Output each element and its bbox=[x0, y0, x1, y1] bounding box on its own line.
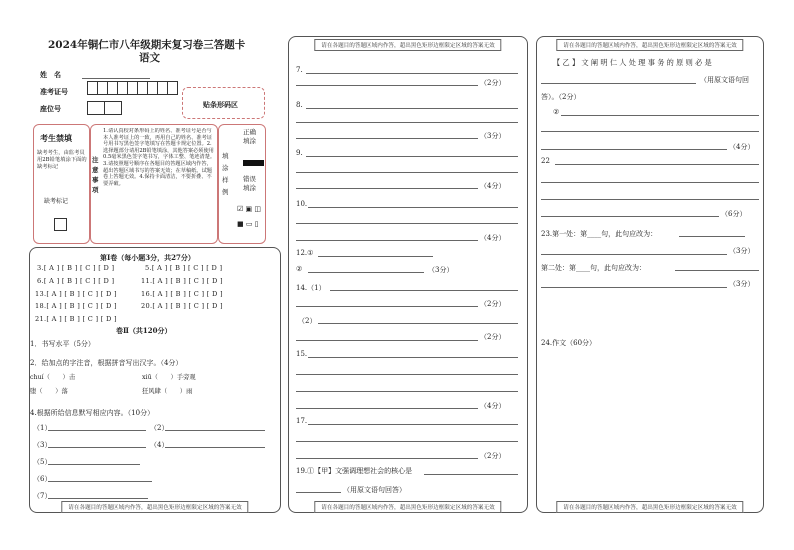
mc-row-1b[interactable]: 5.[ A ] [ B ] [ C ] [ D ] bbox=[145, 264, 223, 272]
q14-line-a1[interactable] bbox=[330, 290, 518, 291]
right-p3-line-1[interactable] bbox=[561, 115, 759, 116]
q7-label: 7. bbox=[296, 66, 303, 74]
section1-title: 第Ⅰ卷（每小题3分，共27分） bbox=[100, 253, 195, 262]
answer-area-right bbox=[536, 36, 764, 513]
q9-line-2[interactable] bbox=[296, 172, 518, 173]
q4-item-3: （3） bbox=[33, 441, 52, 449]
q10-line-3[interactable] bbox=[296, 240, 478, 241]
q15-line-1[interactable] bbox=[308, 357, 518, 358]
mc-row-5a[interactable]: 21.[ A ] [ B ] [ C ] [ D ] bbox=[35, 315, 117, 323]
q17-line-1[interactable] bbox=[308, 424, 518, 425]
q22-line-3[interactable] bbox=[541, 199, 759, 200]
q23b-line-2[interactable] bbox=[541, 287, 727, 288]
candidate-label: 考生禁填 bbox=[40, 133, 72, 143]
mc-row-3b[interactable]: 16.[ A ] [ B ] [ C ] [ D ] bbox=[141, 290, 223, 298]
wrong-fill-samples: ☑ ▣ ◫ bbox=[237, 205, 261, 213]
q9-line-3[interactable] bbox=[296, 188, 478, 189]
q14-line-b1[interactable] bbox=[318, 323, 518, 324]
mc-row-4b[interactable]: 20.[ A ] [ B ] [ C ] [ D ] bbox=[141, 302, 223, 310]
q8-line-2[interactable] bbox=[296, 122, 518, 123]
q4-line-7[interactable] bbox=[48, 498, 148, 499]
wrong-fill-samples-2: ■ ▭ ▯ bbox=[237, 220, 259, 228]
q10-line-2[interactable] bbox=[296, 223, 518, 224]
q4-label: 4.根据所给信息默写相应内容。（10分） bbox=[30, 409, 155, 417]
q10-line-1[interactable] bbox=[308, 207, 518, 208]
q23a-line-2[interactable] bbox=[541, 254, 727, 255]
q15-line-3[interactable] bbox=[296, 391, 518, 392]
page-title: 2024年铜仁市八年级期末复习卷三答题卡 bbox=[48, 39, 246, 51]
q15-label: 15. bbox=[296, 350, 308, 358]
q14b-score: （2分） bbox=[480, 333, 506, 341]
wrong-label: 错误填涂 bbox=[243, 175, 256, 192]
name-label: 姓 名 bbox=[40, 70, 61, 79]
right-p3-line-2[interactable] bbox=[541, 131, 759, 132]
q10-label: 10. bbox=[296, 200, 308, 208]
correct-fill-sample bbox=[243, 160, 264, 166]
fill-example-label: 填涂样例 bbox=[222, 152, 229, 196]
q22-line-1[interactable] bbox=[555, 164, 759, 165]
q22-label: 22 bbox=[541, 157, 550, 165]
q17-score: （2分） bbox=[480, 452, 506, 460]
seat-label: 座位号 bbox=[40, 104, 61, 113]
q14-label-a: 14.（1） bbox=[296, 284, 326, 292]
q2-label: 2．给加点的字注音，根据拼音写出汉字。（4分） bbox=[30, 359, 183, 367]
q9-line-1[interactable] bbox=[306, 156, 518, 157]
q2-item-3[interactable]: 堕（ ）落 bbox=[30, 388, 68, 395]
q4-item-7: （7） bbox=[33, 492, 52, 500]
q15-score: （4分） bbox=[480, 402, 506, 410]
q4-item-6: （6） bbox=[33, 475, 52, 483]
notice-top-right: 请在各题目的答题区域内作答，超出黑色矩形边框限定区域的答案无效 bbox=[556, 39, 743, 51]
q12-label-a: 12.① bbox=[296, 249, 314, 257]
q14a-score: （2分） bbox=[480, 300, 506, 308]
right-p1: 【 乙 】 文 阐 明 仁 人 处 理 事 务 的 原 则 必 是 bbox=[553, 58, 712, 67]
q2-item-4[interactable]: 狂风肆（ ）雨 bbox=[142, 388, 193, 395]
candidate-text: 缺考考生，由监考员用2B铅笔填涂下面的缺考标记 bbox=[37, 150, 87, 171]
q4-line-1[interactable] bbox=[48, 430, 146, 431]
right-p3-line-3[interactable] bbox=[541, 149, 727, 150]
q23b-label: 第二处：第____句，此句应改为： bbox=[541, 264, 646, 272]
q23a-label: 23.第一处：第____句，此句应改为： bbox=[541, 230, 658, 238]
q7-line-1[interactable] bbox=[306, 73, 518, 74]
section2-title: 卷Ⅱ（共120分） bbox=[116, 326, 172, 335]
q1-label: 1．书写水平（5分） bbox=[30, 340, 95, 348]
q22-line-2[interactable] bbox=[541, 182, 759, 183]
q2-item-1[interactable]: chuí（ ）击 bbox=[30, 374, 76, 381]
q24-label: 24.作文（60分） bbox=[541, 339, 597, 347]
exam-no-label: 准考证号 bbox=[40, 87, 68, 96]
q10-score: （4分） bbox=[480, 234, 506, 242]
q7-score: （2分） bbox=[480, 79, 506, 87]
q4-line-4[interactable] bbox=[165, 447, 265, 448]
q8-label: 8. bbox=[296, 101, 303, 109]
right-p3: ② bbox=[553, 108, 560, 116]
q19-line-1[interactable] bbox=[424, 474, 518, 475]
notice-bottom-middle: 请在各题目的答题区域内作答，超出黑色矩形边框限定区域的答案无效 bbox=[314, 501, 501, 513]
q23a-line[interactable] bbox=[679, 236, 745, 237]
q7-line-2[interactable] bbox=[296, 85, 478, 86]
q4-line-3[interactable] bbox=[48, 447, 146, 448]
q9-score: （4分） bbox=[480, 182, 506, 190]
seat-boxes[interactable] bbox=[87, 101, 122, 115]
barcode-label: 贴条形码区 bbox=[203, 100, 238, 109]
q23a-score: （3分） bbox=[729, 247, 755, 255]
q22-line-4[interactable] bbox=[541, 216, 719, 217]
mc-row-3a[interactable]: 13.[ A ] [ B ] [ C ] [ D ] bbox=[35, 290, 117, 298]
q12-label-b: ② bbox=[296, 265, 303, 273]
right-p2: 答）。（2分） bbox=[541, 93, 581, 101]
q9-label: 9. bbox=[296, 149, 303, 157]
mc-row-4a[interactable]: 18.[ A ] [ B ] [ C ] [ D ] bbox=[35, 302, 117, 310]
right-p1-line[interactable] bbox=[541, 83, 696, 84]
q8-score: （3分） bbox=[480, 132, 506, 140]
q15-line-4[interactable] bbox=[296, 408, 478, 409]
q8-line-3[interactable] bbox=[296, 138, 478, 139]
notice-bottom-right: 请在各题目的答题区域内作答，超出黑色矩形边框限定区域的答案无效 bbox=[556, 501, 743, 513]
q17-label: 17. bbox=[296, 417, 308, 425]
notes-label: 注意事项 bbox=[92, 156, 99, 194]
mc-row-2a[interactable]: 6.[ A ] [ B ] [ C ] [ D ] bbox=[37, 277, 115, 285]
q4-item-2: （2） bbox=[150, 424, 169, 432]
q4-line-6[interactable] bbox=[48, 481, 152, 482]
q15-line-2[interactable] bbox=[296, 374, 518, 375]
q4-item-4: （4） bbox=[150, 441, 169, 449]
absent-mark-box[interactable] bbox=[54, 218, 67, 231]
mc-row-1a[interactable]: 3.[ A ] [ B ] [ C ] [ D ] bbox=[37, 264, 115, 272]
subject-title: 语文 bbox=[139, 52, 160, 64]
right-p1-tail: （用原文语句回 bbox=[700, 76, 749, 84]
q4-line-2[interactable] bbox=[165, 430, 265, 431]
q22-score: （6分） bbox=[721, 210, 747, 218]
absent-label: 缺考标记 bbox=[44, 198, 69, 205]
q4-item-5: （5） bbox=[33, 458, 52, 466]
mc-row-2b[interactable]: 11.[ A ] [ B ] [ C ] [ D ] bbox=[141, 277, 223, 285]
q23b-line[interactable] bbox=[675, 270, 759, 271]
q14-label-b: （2） bbox=[298, 317, 317, 325]
name-field[interactable] bbox=[82, 78, 150, 79]
notes-text: 1.请认真校对条形码上的姓名、准考证号是否与本人准考证上的一致，再用自己的姓名、准考证号用书写黑色签字笔填写在答题卡规定位置。2.选择题部分请用2B铅笔填涂，其他答案必须使用0.5毫米黑色签字笔书写，字体工整、笔迹清楚。3.请按照题号顺序在各题目的答题区域内作答，超出答题区域书写的答案无效；在草稿纸、试题卷上答题无效。4.保持卡面清洁，不要折叠、不要弄破。 bbox=[103, 128, 215, 187]
q23b-score: （3分） bbox=[729, 280, 755, 288]
q8-line-1[interactable] bbox=[306, 108, 518, 109]
q4-line-5[interactable] bbox=[48, 464, 140, 465]
correct-label: 正确填涂 bbox=[243, 128, 256, 145]
q17-line-2[interactable] bbox=[296, 441, 518, 442]
notice-bottom-left: 请在各题目的答题区域内作答，超出黑色矩形边框限定区域的答案无效 bbox=[61, 501, 248, 513]
q12-line-a[interactable] bbox=[318, 256, 433, 257]
q19-line-2[interactable] bbox=[296, 492, 341, 493]
q14-line-b2[interactable] bbox=[296, 340, 478, 341]
q19-tail: （用原文语句回答） bbox=[343, 486, 406, 494]
q4-item-1: （1） bbox=[33, 424, 52, 432]
exam-no-boxes[interactable] bbox=[87, 81, 178, 95]
right-p3-score: （4分） bbox=[729, 143, 755, 151]
q19-label: 19.①【甲】文强调理想社会的核心是 bbox=[296, 467, 413, 475]
q12-line-b[interactable] bbox=[308, 272, 424, 273]
q12-score: （3分） bbox=[428, 266, 454, 274]
notice-top-middle: 请在各题目的答题区域内作答，超出黑色矩形边框限定区域的答案无效 bbox=[314, 39, 501, 51]
q17-line-3[interactable] bbox=[296, 458, 478, 459]
q14-line-a2[interactable] bbox=[296, 306, 478, 307]
q2-item-2[interactable]: xiū（ ）手旁观 bbox=[142, 374, 196, 381]
